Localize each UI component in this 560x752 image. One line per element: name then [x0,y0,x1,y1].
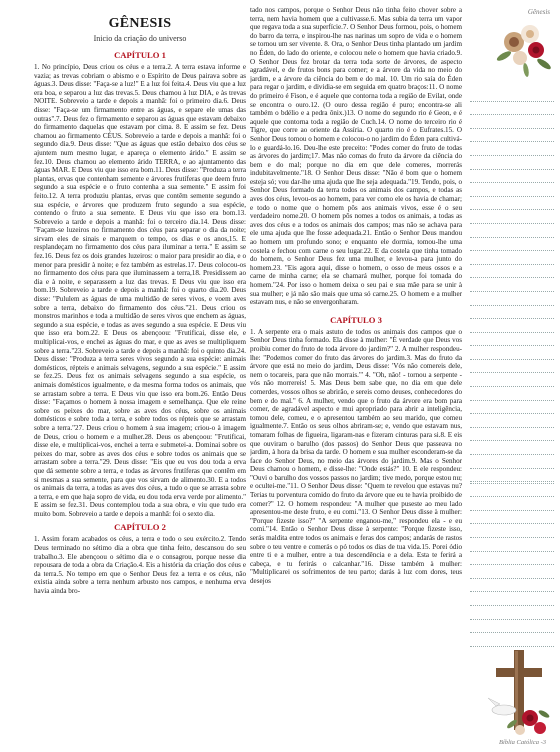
chapter-2-heading: CAPÍTULO 2 [114,522,166,533]
book-subtitle: Inicio da criação do universo [93,34,187,43]
chapter-3-heading: CAPÍTULO 3 [330,314,382,325]
flower-decoration-icon [492,16,554,82]
note-lines-bottom [470,470,554,647]
right-text-column [250,6,462,746]
chapter-1-heading: CAPÍTULO 1 [114,50,166,60]
chapter-1-text: 1. No princípio, Deus criou os céus e a terra.2. A terra estava informe e vazia; as trevas cobriam o abismo e o Espírito de Deus pairava sobre as águas.3. Deus disse: "Faça-se a luz!" E a luz foi feita.4. Deus viu que a luz era boa, e separou a luz das trevas.5. Deus chamou à luz DIA, e às trevas NOITE. Sobreveio a tarde e depois a manhã: foi o primeiro dia.6. Deus disse: "Faça-se um firmamento entre as águas, e separe ele umas das outras".7. Deus fez o firmamento e separou as águas que estavam debaixo do firmamento daquelas que estavam por cima. 8. E assim se fez. Deus chamou ao firmamento CÉUS. Sobreveio a tarde e depois a manhã: foi o segundo dia.9. Deus disse: "Que as águas que estão debaixo dos céus se ajuntem num mesmo lugar, e apareça o elemento árido." E assim se fez.10. Deus chamou ao elemento árido TERRA, e ao ajuntamento das águas MAR. E Deus viu que isso era bom.11. Deus disse: "Produza a terra plantas, ervas que contenham semente e árvores frutíferas que deem fruto segundo a sua espécie e o fruto contenha a sua semente." E assim foi feito.12. A terra produziu plantas, ervas que contêm semente segundo a sua espécie, e árvores que produzem fruto segundo a sua espécie, contendo o fruto a sua semente. E Deus viu que isso era bom.13. Sobreveio a tarde e depois a manhã: foi o terceiro dia.14. Deus disse: "Façam-se luzeiros no firmamento dos céus para separar o dia da noite; sirvam eles de sinais e marquem o tempo, os dias e os anos,15. E resplandeçam no firmamento dos céus para iluminar a terra." E assim se fez.16. Deus fez os dois grandes luzeiros: o maior para presidir ao dia, e o menor para presidir à noite; e fez também as estrelas.17. Deus colocou-os no firmamento dos céus para que iluminassem a terra,18. Presidissem ao dia e à noite, e separassem a luz das trevas. E Deus viu que isso era bom.19. Sobreveio a tarde e depois a manhã: foi o quarto dia.20. Deus disse: "Pululem as águas de uma multidão de seres vivos, e voem aves sobre a terra, debaixo do firmamento dos céus."21. Deus criou os monstros marinhos e toda a multidão de seres vivos que enchem as águas, segundo a sua espécie, e todas as aves segundo a sua espécie. E Deus viu que isso era bom.22. E Deus os abençoou: "Frutificai, disse ele, e multiplicai-vos, e enchei as águas do mar, e que as aves se multipliquem sobre a terra."23. Sobreveio a tarde e depois a manhã: foi o quinto dia.24. Deus disse: "Produza a terra seres vivos segundo a sua espécie: animais domésticos, répteis e animais selvagens, segundo a sua espécie." E assim se fez.25. Deus fez os animais selvagens segundo a sua espécie, os animais domésticos igualmente, e da mesma forma todos os animais, que se arrastam sobre a terra. E Deus viu que isso era bom.26. Então Deus disse: "Façamos o homem à nossa imagem e semelhança. Que ele reine sobre os peixes do mar, sobre as aves dos céus, sobre os animais domésticos e sobre toda a terra, e sobre todos os répteis que se arrastam sobre a terra."27. Deus criou o homem à sua imagem; criou-o à imagem de Deus, criou o homem e a mulher.28. Deus os abençoou: "Frutificai, disse ele, e multiplicai-vos, enchei a terra e submetei-a. Dominai sobre os peixes do mar, sobre as aves dos céus e sobre todos os animais que se arrastam sobre a terra."29. Deus disse: "Eis que eu vos dou toda a erva que dá semente sobre a terra, e todas as árvores frutíferas que contêm em si mesmas a sua semente, para que vos sirvam de alimento.30. E a todos os animais da terra, a todas as aves dos céus, a tudo o que se arrasta sobre a terra, e em que haja sopro de vida, eu dou toda erva verde por alimento." E assim se fez.31. Deus contemplou toda a sua obra, e viu que tudo era muito bom. Sobreveio a tarde e depois a manhã: foi o sexto dia. [34,63,246,518]
cross-with-roses-icon [484,644,554,740]
chapter-2-text-part-a: 1. Assim foram acabados os céus, a terra e todo o seu exército.2. Tendo Deus terminado no sétimo dia a obra que tinha feito, descansou do seu trabalho.3. Ele abençoou o sétimo dia e o consagrou, porque nesse dia repousara de toda a obra da Criação.4. Eis a história da criação dos céus e da terra.5. No tempo em que o Senhor Deus fez a terra e os céus, não existia ainda sobre a terra nenhum arbusto nos campos, e nenhuma erva havia ainda bro- [34,535,246,596]
chapter-2-text-part-b: tado nos campos, porque o Senhor Deus não tinha feito chover sobre a terra, nem havia homem que a cultivasse.6. Mas subia da terra um vapor que regava toda a sua superfície.7. O Senhor Deus formou, pois, o homem do barro da terra, e inspirou-lhe nas narinas um sopro de vida e o homem se tornou um ser vivente. 8. Ora, o Senhor Deus tinha plantado um jardim no Éden, do lado do oriente, e colocou nele o homem que havia criado.9. O Senhor Deus fez brotar da terra toda sorte de árvores, de aspecto agradável, e de frutos bons para comer; e a árvore da vida no meio do jardim, e a árvore da ciência do bem e do mal. 10. Um rio saía do Éden para regar o jardim, e dividia-se em seguida em quatro braços:11. O nome do primeiro é Fison, e é aquele que contorna toda a região de Evilat, onde se encontra o ouro.12. (O ouro dessa região é puro; encontra-se ali também o bdélio e a pedra ônix.)13. O nome do segundo rio é Geon, e é aquele que contorna toda a região de Cuch.14. O nome do terceiro rio é Tigre, que corre ao oriente da Assíria. O quarto rio é o Eufrates.15. O Senhor Deus tomou o homem e colocou-o no jardim do Éden para cultivá-lo e guardá-lo.16. Deu-lhe este preceito: "Podes comer do fruto de todas as árvores do jardim;17. Mas não comas do fruto da árvore da ciência do bem e do mal; porque no dia em que dele comeres, morrerás indubitavelmente."18. O Senhor Deus disse: "Não é bom que o homem esteja só; vou dar-lhe uma ajuda que lhe seja adequada."19. Tendo, pois, o Senhor Deus formado da terra todos os animais dos campos, e todas as aves dos céus, levou-os ao homem, para ver como ele os havia de chamar; e todo o nome que o homem pôs aos animais vivos, esse é o seu verdadeiro nome.20. O homem pôs nomes a todos os animais, a todas as aves dos céus e a todos os animais dos campos; mas não se achava para ele uma ajuda que lhe fosse adequada.21. Então o Senhor Deus mandou ao homem um profundo sono; e enquanto ele dormia, tomou-lhe uma costela e fechou com carne o seu lugar.22. E da costela que tinha tomado do homem, o Senhor Deus fez uma mulher, e levou-a para junto do homem.23. "Eis agora aqui, disse o homem, o osso de meus ossos e a carne de minha carne; ela se chamará mulher, porque foi tomada do homem."24. Por isso o homem deixa o seu pai e sua mãe para se unir à sua mulher; e já não são mais que uma só carne.25. O homem e a mulher estavam nus, e não se envergonharam. [250,6,462,307]
chapter-3-text: 1. A serpente era o mais astuto de todos os animais dos campos que o Senhor Deus tinha formado. Ela disse à mulher: "É verdade que Deus vos proibiu comer do fruto de toda árvore do jardim?" 2. A mulher respondeu-lhe: "Podemos comer do fruto das árvores do jardim.3. Mas do fruto da árvore que está no meio do jardim, Deus disse: 'Vós não comereis dele, nem o tocareis, para que não morrais.'" 4. "Oh, não! - tornou a serpente - vós não morrereis! 5. Mas Deus bem sabe que, no dia em que dele comerdes, vossos olhos se abrirão, e sereis como deuses, conhecedores do bem e do mal." 6. A mulher, vendo que o fruto da árvore era bom para comer, de agradável aspecto e mui apropriado para abrir a inteligência, tomou dele, comeu, e o apresentou também ao seu marido, que comeu igualmente.7. Então os seus olhos abriram-se; e, vendo que estavam nus, tomaram folhas de figueira, ligaram-nas e fizeram cinturas para si.8. E eis que ouviram o barulho (dos passos) do Senhor Deus que passeava no jardim, à hora da brisa da tarde. O homem e sua mulher esconderam-se da face do Senhor Deus, no meio das árvores do jardim.9. Mas o Senhor Deus chamou o homem, e disse-lhe: "Onde estás?" 10. E ele respondeu: "Ouvi o barulho dos vossos passos no jardim; tive medo, porque estou nu; e ocultei-me."11. O Senhor Deus disse: "Quem te revelou que estavas nu? Terias tu porventura comido do fruto da árvore que eu te havia proibido de comer?" 12. O homem respondeu: "A mulher que puseste ao meu lado apresentou-me deste fruto, e eu comi."13. O Senhor Deus disse à mulher: "Porque fizeste isso?" "A serpente enganou-me," respondeu ela - e eu comi."14. Então o Senhor Deus disse à serpente: "Porque fizeste isso, serás maldita entre todos os animais e feras dos campos; andarás de rastos sobre o teu ventre e comerás o pó todos os dias de tua vida.15. Porei ódio entre ti e a mulher, entre a tua descendência e a dela. Esta te ferirá a cabeça, e tu ferirás o calcanhar."16. Disse também à mulher: "Multiplicarei os sofrimentos de teu parto; darás à luz com dores, teus desejos [250,327,462,585]
running-header: Gênesis [527,8,550,16]
dove [488,698,516,715]
book-title: GÊNESIS [108,16,172,31]
notes-margin [464,0,560,752]
page-footer: Bíblia Católica -3 [499,739,546,746]
note-lines-top [470,88,554,482]
left-text-column [34,6,246,746]
